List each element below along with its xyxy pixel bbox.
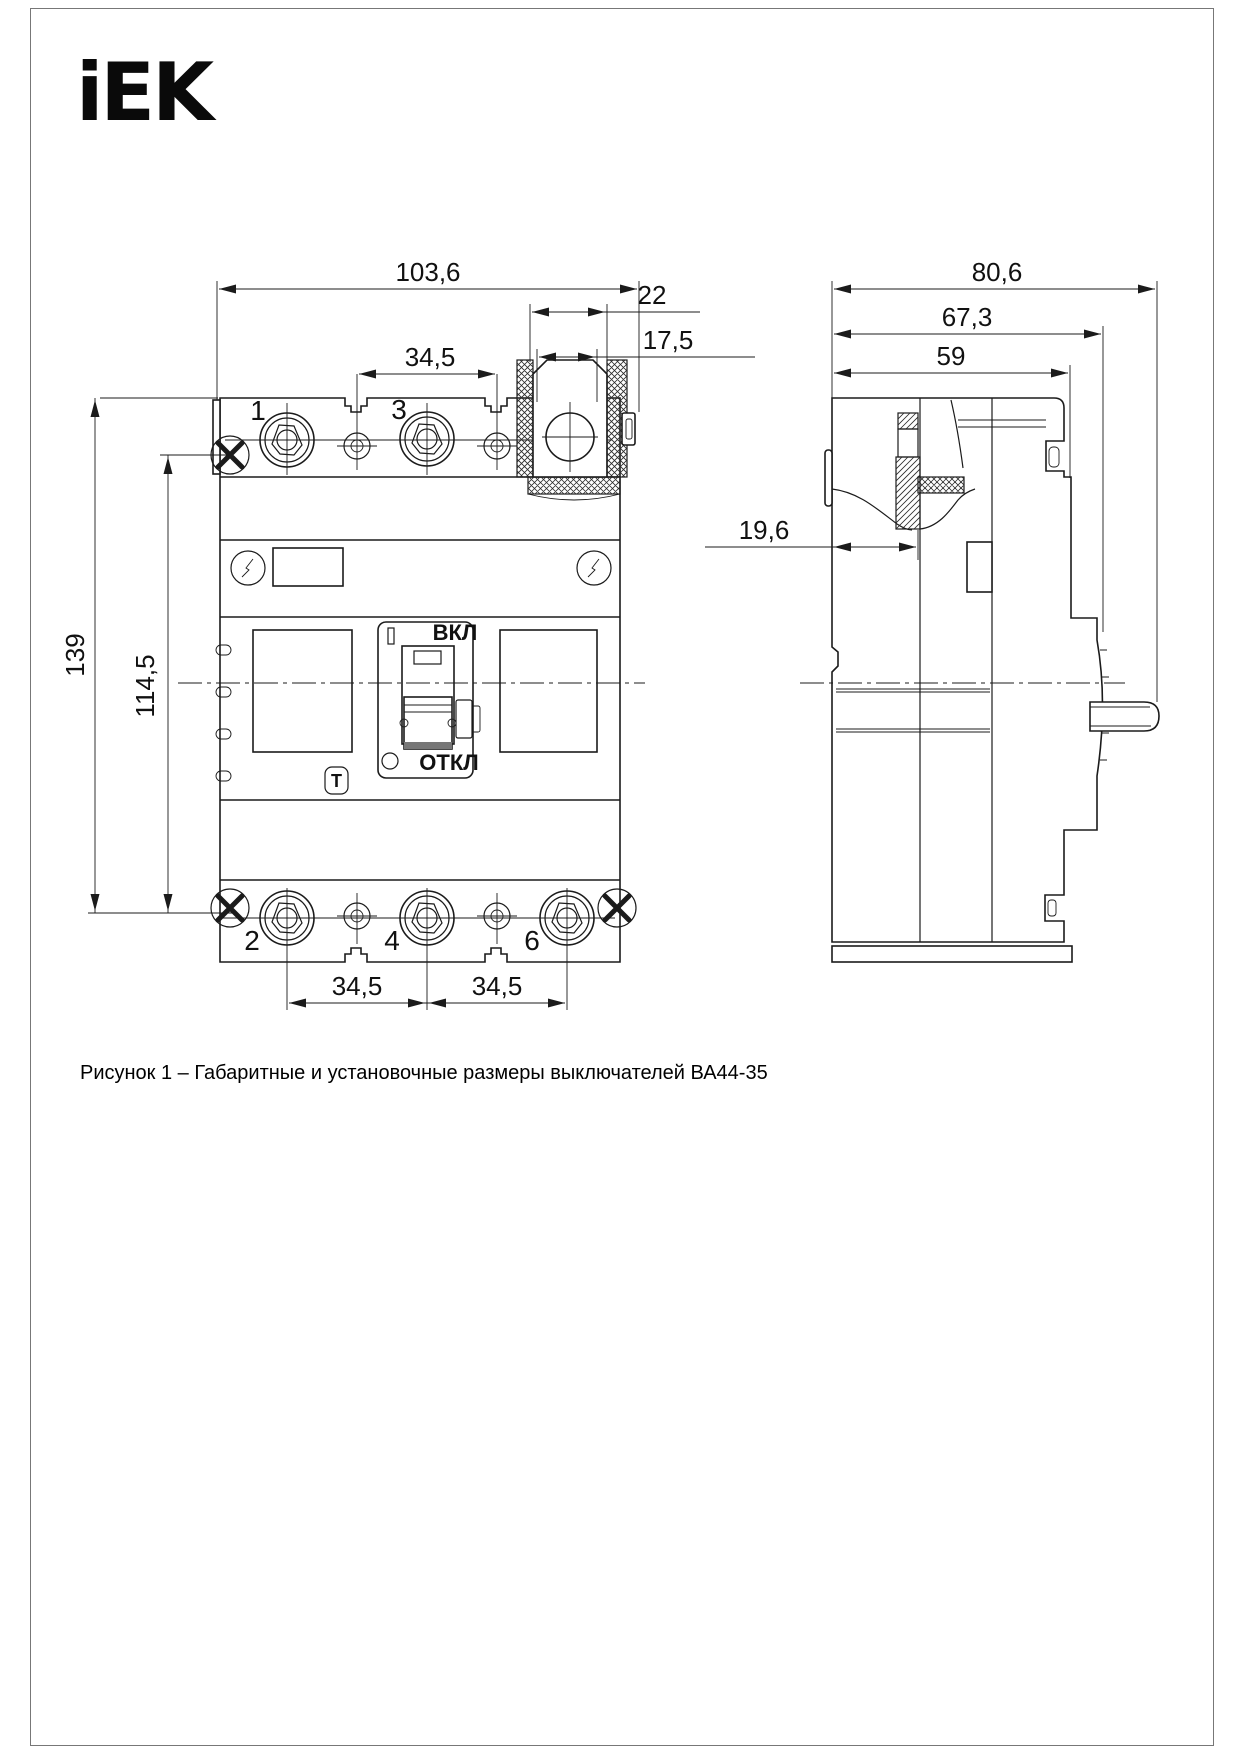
dim-tab-width: 17,5 <box>642 325 694 355</box>
breaker-body-outline <box>220 398 620 962</box>
dim-pole-spacing-1: 34,5 <box>331 971 383 1001</box>
dim-pole-spacing-2: 34,5 <box>471 971 523 1001</box>
side-mount-ear <box>825 450 832 506</box>
terminal-4-label: 4 <box>384 925 400 956</box>
dim-body-depth: 67,3 <box>941 302 993 332</box>
dim-tab-offset: 22 <box>637 280 667 310</box>
terminal-2-label: 2 <box>244 925 260 956</box>
side-view <box>800 398 1159 962</box>
dim-overall-height: 139 <box>60 633 90 677</box>
mount-bracket-section <box>967 542 992 592</box>
dim-mounting-height: 114,5 <box>130 654 160 718</box>
dim-overall-width: 103,6 <box>395 257 461 287</box>
iek-logo: iEK <box>76 46 212 139</box>
figure-caption: Рисунок 1 – Габаритные и установочные размеры выключателей ВА44-35 <box>80 1062 768 1084</box>
front-view <box>178 360 739 1010</box>
right-latch <box>622 413 635 445</box>
base-plate <box>832 946 1072 962</box>
dim-overall-depth: 80,6 <box>971 257 1023 287</box>
terminal-3-label: 3 <box>391 394 407 425</box>
on-label: ВКЛ <box>432 620 478 645</box>
dim-terminal-offset: 19,6 <box>738 515 790 545</box>
terminal-1-label: 1 <box>250 395 266 426</box>
side-profile-outline <box>832 398 1103 942</box>
top-latch-detail <box>1049 447 1059 467</box>
off-label: ОТКЛ <box>419 750 479 775</box>
dim-top-hole-spacing: 34,5 <box>404 342 456 372</box>
terminal-6-label: 6 <box>524 925 540 956</box>
toggle-lever-side[interactable] <box>1090 702 1159 731</box>
bottom-latch-detail <box>1048 900 1056 916</box>
dim-front-depth: 59 <box>936 341 966 371</box>
svg-text:T: T <box>331 771 342 791</box>
